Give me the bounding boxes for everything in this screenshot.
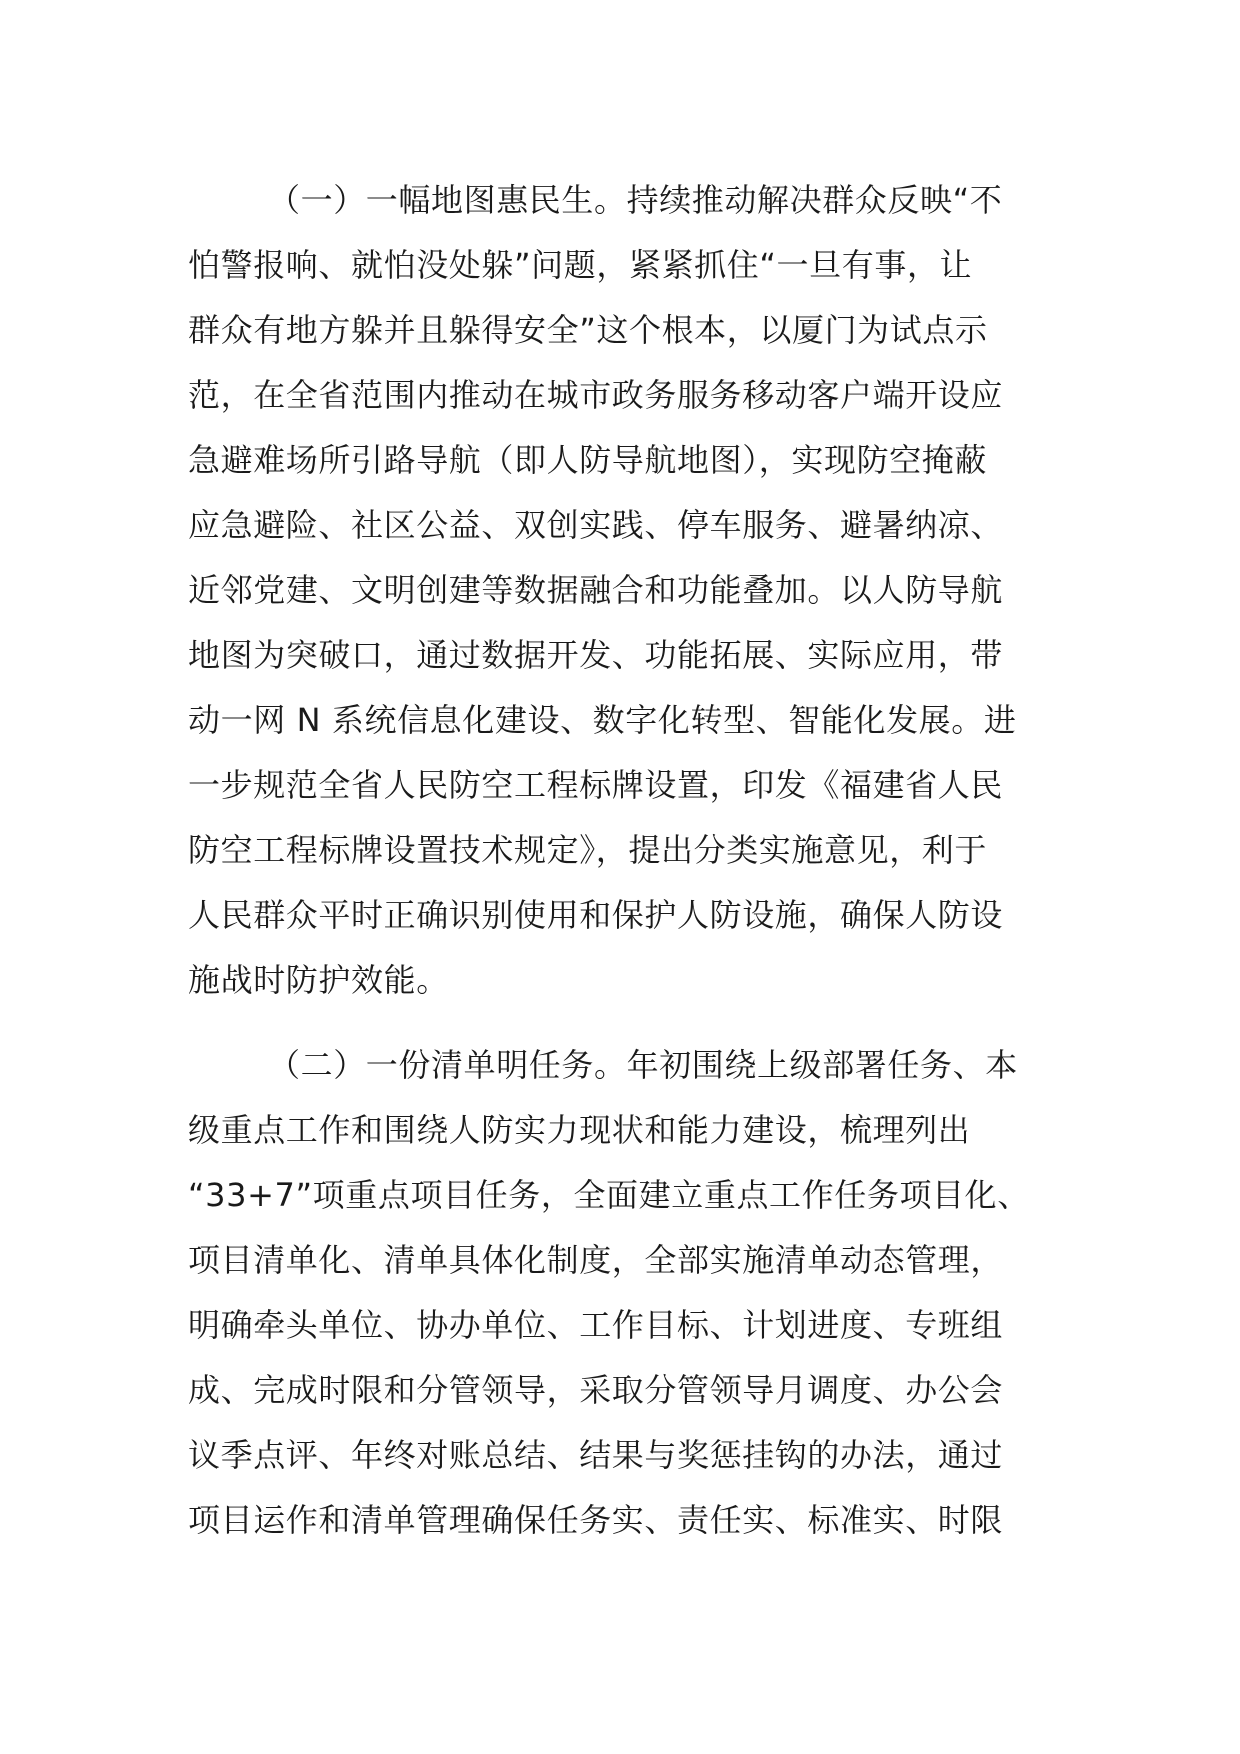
paragraph-1-line-3: 群众有地方躲并且躲得安全”这个根本，以厦门为试点示 <box>188 311 988 349</box>
paragraph-1-line-1: （一）一幅地图惠民生。持续推动解决群众反映“不 <box>268 181 1003 219</box>
paragraph-1-line-5: 急避难场所引路导航（即人防导航地图），实现防空掩蔽 <box>188 441 988 479</box>
paragraph-2-line-4: 项目清单化、清单具体化制度，全部实施清单动态管理， <box>188 1241 1004 1279</box>
document-body <box>188 168 1068 1553</box>
paragraph-1-line-6: 应急避险、社区公益、双创实践、停车服务、避暑纳凉、 <box>188 506 1004 544</box>
paragraph-1-line-13: 施战时防护效能。 <box>188 961 449 999</box>
paragraph-1-line-9: 动一网 N 系统信息化建设、数字化转型、智能化发展。进 <box>188 701 1017 739</box>
paragraph-2-line-3: “33+7”项重点项目任务，全面建立重点工作任务项目化、 <box>188 1176 1030 1214</box>
paragraph-1 <box>188 168 1068 1013</box>
paragraph-2-line-2: 级重点工作和围绕人防实力现状和能力建设，梳理列出 <box>188 1111 971 1149</box>
paragraph-1-line-7: 近邻党建、文明创建等数据融合和功能叠加。以人防导航 <box>188 571 1004 609</box>
paragraph-spacer <box>188 1013 1068 1033</box>
paragraph-1-line-11: 防空工程标牌设置技术规定》，提出分类实施意见，利于 <box>188 831 988 869</box>
paragraph-1-line-10: 一步规范全省人民防空工程标牌设置，印发《福建省人民 <box>188 766 1004 804</box>
paragraph-2-line-7: 议季点评、年终对账总结、结果与奖惩挂钩的办法，通过 <box>188 1436 1004 1474</box>
paragraph-1-line-4: 范，在全省范围内推动在城市政务服务移动客户端开设应 <box>188 376 1004 414</box>
paragraph-1-line-8: 地图为突破口，通过数据开发、功能拓展、实际应用，带 <box>188 636 1004 674</box>
paragraph-1-line-12: 人民群众平时正确识别使用和保护人防设施，确保人防设 <box>188 896 1004 934</box>
paragraph-1-line-2: 怕警报响、就怕没处躲”问题，紧紧抓住“一旦有事，让 <box>188 246 973 284</box>
paragraph-2 <box>188 1033 1068 1553</box>
paragraph-2-line-8: 项目运作和清单管理确保任务实、责任实、标准实、时限 <box>188 1501 1004 1539</box>
paragraph-2-line-6: 成、完成时限和分管领导，采取分管领导月调度、办公会 <box>188 1371 1004 1409</box>
paragraph-2-line-5: 明确牵头单位、协办单位、工作目标、计划进度、专班组 <box>188 1306 1004 1344</box>
paragraph-2-line-1: （二）一份清单明任务。年初围绕上级部署任务、本 <box>268 1046 1018 1084</box>
